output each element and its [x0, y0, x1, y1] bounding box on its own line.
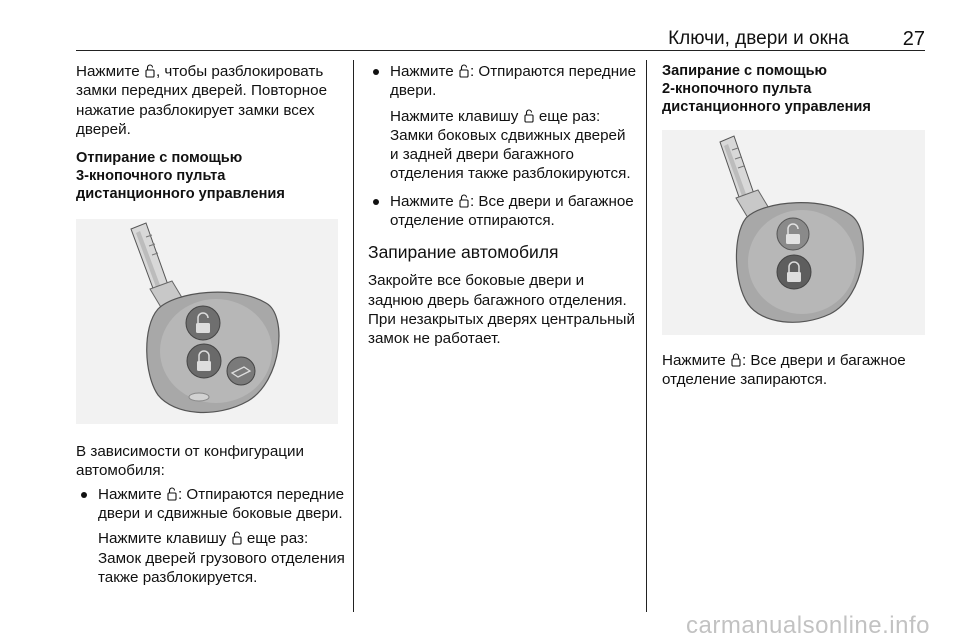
remote-3-button-illustration — [76, 219, 338, 424]
lock-icon — [731, 353, 741, 367]
indented-paragraph: Нажмите клавишу еще раз: Замок дверей грузового отделения также разблокируется. — [98, 530, 345, 586]
unlock-icon — [459, 194, 469, 208]
remote-2-button-illustration — [662, 130, 925, 335]
paragraph: Закройте все боковые двери и заднюю дверь багажного отделения. При незакрытых дверях центральный замок не работает. — [368, 272, 635, 348]
indented-paragraph: Нажмите клавишу еще раз: Замки боковых сдвижных дверей и задней двери багажного отделения также разблокируются. — [390, 107, 631, 183]
column-divider — [353, 60, 354, 612]
unlock-icon — [232, 531, 242, 545]
unlock-icon — [167, 487, 177, 501]
unlock-icon — [145, 64, 155, 78]
bullet-item: Нажмите : Отпираются передние двери. — [368, 62, 638, 101]
column-divider — [646, 60, 647, 612]
section-subheading: Запирание с помощью 2-кнопочного пульта дистанционного управления — [662, 63, 871, 115]
bullet-item: Нажмите : Отпираются передние двери и сдвижные боковые двери. — [76, 485, 346, 524]
column-right — [662, 62, 925, 390]
chapter-title: Ключи, двери и окна — [668, 28, 849, 49]
remote-led — [189, 393, 209, 401]
page-header — [76, 28, 925, 51]
section-subheading: Отпирание с помощью 3-кнопочного пульта дистанционного управления — [76, 150, 285, 203]
paragraph: В зависимости от конфигурации автомобиля: — [76, 443, 304, 480]
section-heading: Запирание автомобиля — [368, 242, 559, 263]
unlock-icon — [524, 109, 534, 123]
unlock-icon — [459, 64, 469, 78]
column-middle — [368, 62, 638, 349]
paragraph: Нажмите : Все двери и багажное отделение запираются. — [662, 352, 906, 389]
column-left — [76, 62, 346, 587]
key-blade — [131, 223, 168, 291]
key-blade — [720, 136, 754, 200]
page-number: 27 — [902, 28, 925, 50]
paragraph: Нажмите , чтобы разблокировать замки передних дверей. Повторное нажатие разблокирует замки всех дверей. — [76, 63, 328, 138]
watermark: carmanualsonline.info — [686, 612, 930, 639]
bullet-item: Нажмите : Все двери и багажное отделение отпираются. — [368, 192, 638, 231]
